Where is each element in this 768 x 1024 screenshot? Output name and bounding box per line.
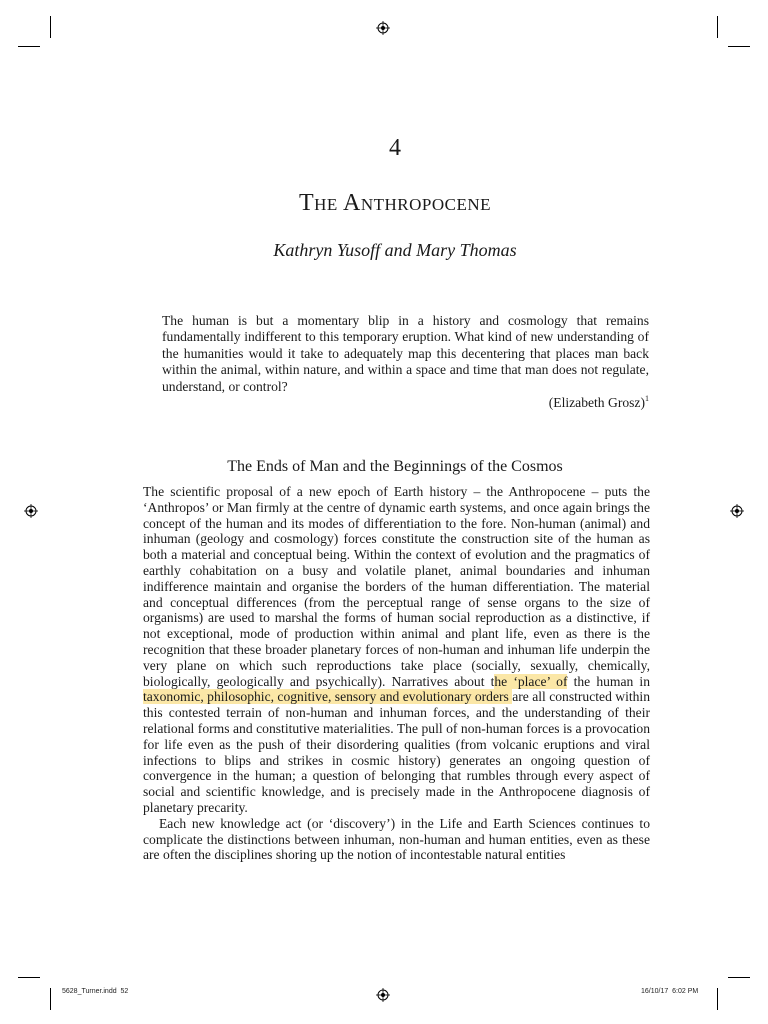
epigraph [162,313,649,411]
chapter-number: 4 [389,135,401,161]
chapter-title: The Anthropocene [299,190,491,216]
crop-mark [728,977,750,978]
slug-time: 6:02 PM [672,988,699,995]
crop-mark [728,46,750,47]
crop-mark [18,46,40,47]
crop-mark [717,16,718,38]
section-heading: The Ends of Man and the Beginnings of the Cosmos [227,458,563,475]
text-run: are all constructed within this contested terrain of non-human and inhuman forces, and the understanding of their relational forms and constitutive materialities. The pull of non-human forces is a provocation for life even as the push of their disordering qualities (from volcanic eruptions and viral infections to blips and strikes in cosmic history) generates an ongoing question of convergence in the human; a question of belonging that rumbles through every aspect of social and scientific knowledge, and is precisely made in the Anthropocene diagnosis of planetary precarity. [143,689,651,815]
slug-file: 5628_Turner.indd [62,988,117,995]
footnote-marker: 1 [645,394,649,404]
crop-mark [18,977,40,978]
highlight[interactable]: taxonomic, philosophic, cognitive, sensory and evolutionary orders [143,689,513,705]
paragraph: Each new knowledge act (or ‘discovery’) in the Life and Earth Sciences continues to complicate the distinctions between inhuman, non-human and human entities, even as these are often the disciplines shoring up the notion of incontestable natural entities [143,815,650,863]
crop-mark [50,988,51,1010]
text-run: The scientific proposal of a new epoch of Earth history – the Anthropocene – puts the ‘Anthropos’ or Man firmly at the centre of dynamic earth systems, and once again brings the concept of the human and its modes of differentiation to the fore. Non-human (animal) and inhuman (geology and cosmology) forces constitute the construction site of the human as both a material and conceptual being. Within the context of evolution and the pragmatics of earthly cohabitation on a busy and volatile planet, animal boundaries and inhuman indifference maintain and organise the borders of the human differentiation. The material and conceptual differences (from the perceptual range of sense organs to the size of organisms) are used to marshal the forms of human social reproduction as a distinctive, if not exceptional, mode of production within animal and plant life, even as there is the recognition that these broader planetary forces of non-human and inhuman life underpin the very plane on which such reproductions take place (socially, sexually, chemically, biologically, geologically and psychically). Narratives about t [143,484,650,689]
slug-date: 16/10/17 [641,988,669,995]
body-text [143,484,650,863]
slug-page: 52 [120,988,129,995]
slug-timestamp [641,988,698,995]
epigraph-attribution [162,395,649,411]
epigraph-text: The human is but a momentary blip in a history and cosmology that remains fundamentally indifferent to this temporary eruption. What kind of new understanding of the humanities would it take to adequately map this decentering that places man back within the animal, within nature, and within a space and time that man does not regulate, understand, or control? [162,313,649,394]
highlight[interactable]: he ‘place’ of [494,673,568,689]
registration-mark-icon [376,988,390,1002]
paragraph [143,484,650,816]
slug-file-info [62,988,128,995]
registration-mark-icon [24,504,38,518]
epigraph-source: (Elizabeth Grosz) [548,395,645,411]
registration-mark-icon [376,21,390,35]
crop-mark [717,988,718,1010]
registration-mark-icon [730,504,744,518]
crop-mark [50,16,51,38]
text-run: the human in [567,673,651,689]
chapter-authors: Kathryn Yusoff and Mary Thomas [273,240,517,260]
